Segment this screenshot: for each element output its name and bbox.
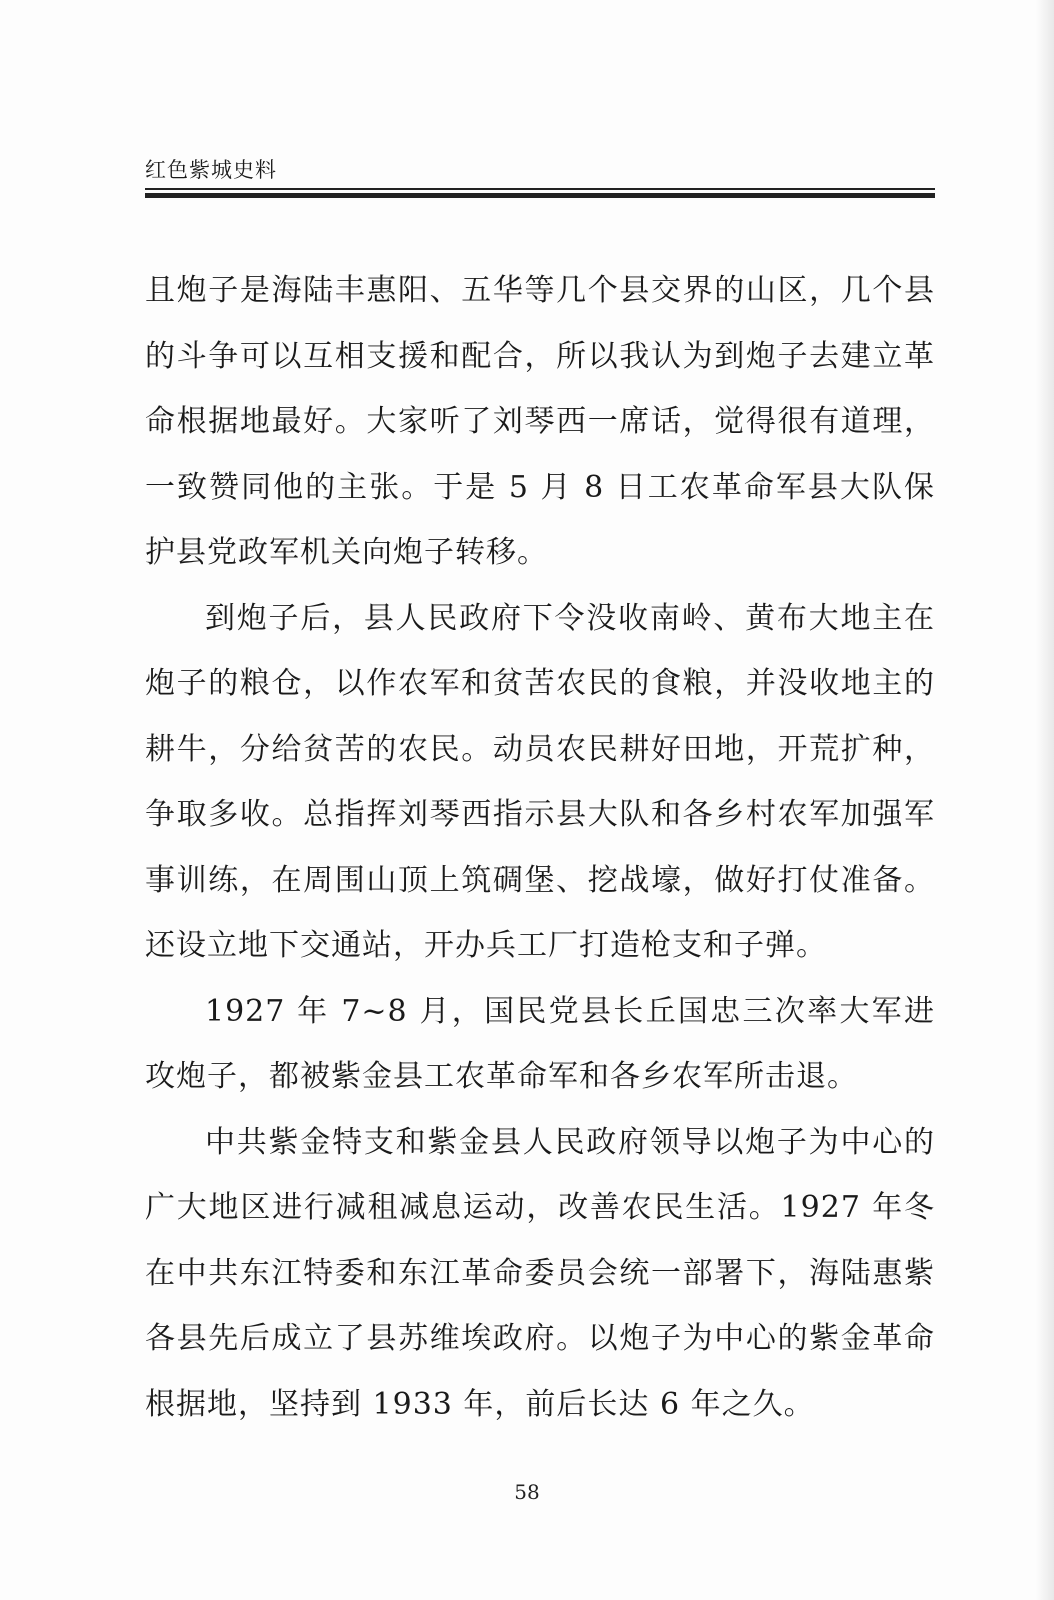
running-header [145,156,935,198]
paragraph-4: 中共紫金特支和紫金县人民政府领导以炮子为中心的广大地区进行减租减息运动，改善农民生活。1927 年冬在中共东江特委和东江革命委员会统一部署下，海陆惠紫各县先后成立了县苏维埃政府。以炮子为中心的紫金革命根据地，坚持到 1933 年，前后长达 6 年之久。 [145,1124,935,1422]
body-text [145,258,935,1437]
paragraph-3: 1927 年 7~8 月，国民党县长丘国忠三次率大军进攻炮子，都被紫金县工农革命军和各乡农军所击退。 [145,993,935,1094]
header-title: 红色紫城史料 [145,158,277,182]
page-edge-shadow [1036,0,1054,1600]
header-rule-thick [145,193,935,198]
page-number: 58 [514,1480,540,1504]
paragraph-1: 且炮子是海陆丰惠阳、五华等几个县交界的山区，几个县的斗争可以互相支援和配合，所以我认为到炮子去建立革命根据地最好。大家听了刘琴西一席话，觉得很有道理，一致赞同他的主张。于是 5 月 8 日工农革命军县大队保护县党政军机关向炮子转移。 [145,273,935,570]
paragraph-2: 到炮子后，县人民政府下令没收南岭、黄布大地主在炮子的粮仓，以作农军和贫苦农民的食粮，并没收地主的耕牛，分给贫苦的农民。动员农民耕好田地，开荒扩种，争取多收。总指挥刘琴西指示县大队和各乡村农军加强军事训练，在周围山顶上筑碉堡、挖战壕，做好打仗准备。还设立地下交通站，开办兵工厂打造枪支和子弹。 [145,600,935,963]
header-rule-thin [145,188,935,190]
